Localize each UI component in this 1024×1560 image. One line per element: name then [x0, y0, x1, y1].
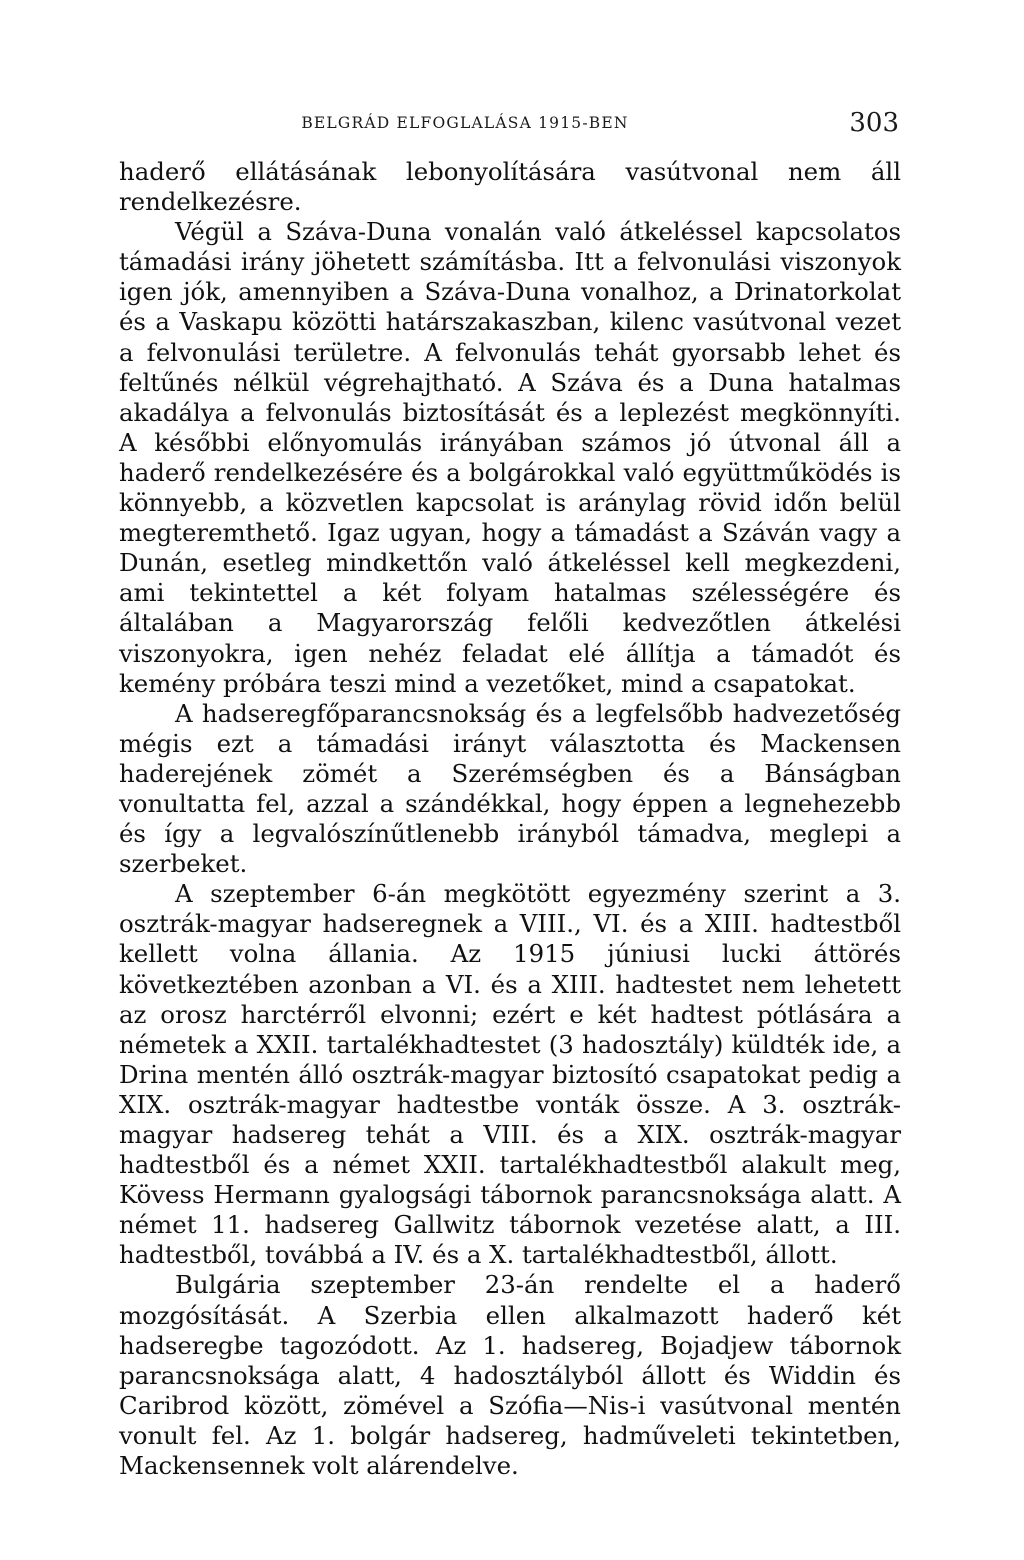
page-header	[119, 96, 899, 146]
paragraph-4: A szeptember 6-án megkötött egyezmény szerint a 3. osztrák-magyar hadseregnek a VIII., VI. és a XIII. hadtestből kellett volna állania. Az 1915 júniusi lucki áttörés következtében azonban a VI. és a XIII. hadtestet nem lehetett az orosz harctérről elvonni; ezért e két hadtest pótlására a németek a XXII. tartalékhadtestet (3 hadosztály) küldték ide, a Drina mentén álló osztrák-magyar biztosító csapatokat pedig a XIX. osztrák-magyar hadtestbe vonták össze. A 3. osztrák-magyar hadsereg tehát a VIII. és a XIX. osztrák-magyar hadtestből és a német XXII. tartalékhadtestből alakult meg, Kövess Hermann gyalogsági tábornok parancsnoksága alatt. A német 11. hadsereg Gallwitz tábornok vezetése alatt, a III. hadtestből, továbbá a IV. és a X. tartalékhadtestből, állott.	[119, 879, 901, 1270]
paragraph-5: Bulgária szeptember 23-án rendelte el a haderő mozgósítását. A Szerbia ellen alkalmazott haderő két hadseregbe tagozódott. Az 1. hadsereg, Bojadjew tábornok parancsnoksága alatt, 4 hadosztályból állott és Widdin és Caribrod között, zömével a Szófia—Nis-i vasútvonal mentén vonult fel. Az 1. bolgár hadsereg, hadműveleti tekintetben, Mackensennek volt alárendelve.	[119, 1270, 901, 1481]
page-number: 303	[849, 108, 899, 138]
running-head: BELGRÁD ELFOGLALÁSA 1915-BEN	[301, 114, 629, 132]
paragraph-1: haderő ellátásának lebonyolítására vasútvonal nem áll rendelkezésre.	[119, 157, 901, 217]
paragraph-3: A hadseregfőparancsnokság és a legfelsőbb hadvezetőség mégis ezt a támadási irányt választotta és Mackensen haderejének zömét a Szerémségben és a Bánságban vonultatta fel, azzal a szándékkal, hogy éppen a legnehezebb és így a legvalószínűtlenebb irányból támadva, meglepi a szerbeket.	[119, 698, 901, 879]
body-text	[119, 157, 901, 1481]
paragraph-2: Végül a Száva-Duna vonalán való átkeléssel kapcsolatos támadási irány jöhetett számításba. Itt a felvonulási viszonyok igen jók, amennyiben a Száva-Duna vonalhoz, a Drinatorkolat és a Vaskapu közötti határszakaszban, kilenc vasútvonal vezet a felvonulási területre. A felvonulás tehát gyorsabb lehet és feltűnés nélkül végrehajtható. A Száva és a Duna hatalmas akadálya a felvonulás biztosítását és a leplezést megkönnyíti. A későbbi előnyomulás irányában számos jó útvonal áll a haderő rendelkezésére és a bolgárokkal való együttműködés is könnyebb, a közvetlen kapcsolat is aránylag rövid időn belül megteremthető. Igaz ugyan, hogy a támadást a Száván vagy a Dunán, esetleg mindkettőn való átkeléssel kell megkezdeni, ami tekintettel a két folyam hatalmas szélességére és általában a Magyarország felőli kedvezőtlen átkelési viszonyokra, igen nehéz feladat elé állítja a támadót és kemény próbára teszi mind a vezetőket, mind a csapatokat.	[119, 217, 901, 698]
